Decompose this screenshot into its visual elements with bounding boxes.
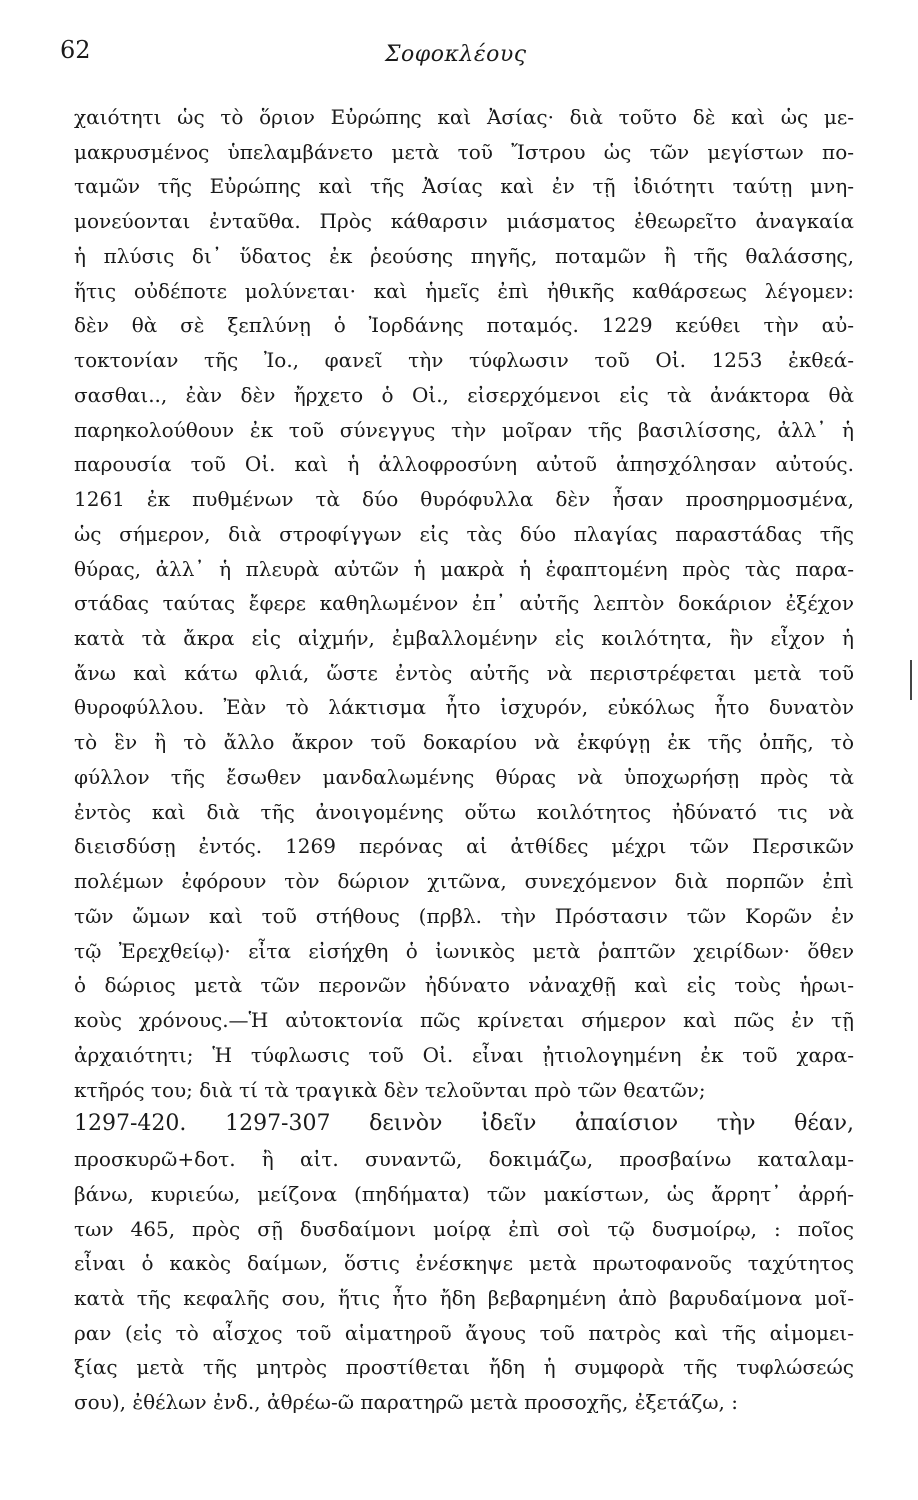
text-line: ἡ πλύσις δι᾿ ὕδατος ἐκ ῥεούσης πηγῆς, ποταμῶν ἢ τῆς θαλάσσης,: [74, 243, 854, 268]
text-line: παρουσία τοῦ Οἰ. καὶ ἡ ἀλλοφροσύνη αὐτοῦ ἀπησχόλησαν αὐτούς.: [74, 452, 854, 477]
text-line: ραν (εἰς τὸ αἶσχος τοῦ αἱματηροῦ ἄγους τοῦ πατρὸς καὶ τῆς αἱμομει-: [74, 1320, 854, 1345]
text-line: θυροφύλλου. Ἐὰν τὸ λάκτισμα ἦτο ἰσχυρόν, εὐκόλως ἦτο δυνατὸν: [74, 695, 854, 720]
text-line: φύλλον τῆς ἔσωθεν μανδαλωμένης θύρας νὰ ὑποχωρήσῃ πρὸς τὰ: [74, 764, 854, 789]
text-line: τῷ Ἐρεχθείῳ)· εἶτα εἰσήχθη ὁ ἰωνικὸς μετὰ ῥαπτῶν χειρίδων· ὅθεν: [74, 938, 854, 963]
text-line: εἶναι ὁ κακὸς δαίμων, ὅστις ἐνέσκηψε μετὰ πρωτοφανοῦς ταχύτητος: [74, 1251, 854, 1276]
text-line: κτῆρός του; διὰ τί τὰ τραγικὰ δὲν τελοῦνται πρὸ τῶν θεατῶν;: [74, 1077, 706, 1102]
text-line: δὲν θὰ σὲ ξεπλύνῃ ὁ Ἰορδάνης ποταμός. 1229 κεύθει τὴν αὐ-: [74, 313, 854, 338]
text-line: σου), ἐθέλων ἐνδ., ἀθρέω-ῶ παρατηρῶ μετὰ προσοχῆς, ἐξετάζω, :: [74, 1390, 739, 1415]
text-line: βάνω, κυριεύω, μείζονα (πηδήματα) τῶν μακίστων, ὡς ἄρρητ᾿ ἀρρή-: [74, 1181, 854, 1206]
text-line: ταμῶν τῆς Εὐρώπης καὶ τῆς Ἀσίας καὶ ἐν τῇ ἰδιότητι ταύτῃ μνη-: [74, 174, 854, 199]
text-line: τῶν ὤμων καὶ τοῦ στήθους (πρβλ. τὴν Πρόστασιν τῶν Κορῶν ἐν: [74, 903, 854, 928]
text-line: τὸ ἓν ἢ τὸ ἄλλο ἄκρον τοῦ δοκαρίου νὰ ἐκφύγῃ ἐκ τῆς ὀπῆς, τὸ: [74, 730, 854, 755]
text-line: κατὰ τὰ ἄκρα εἰς αἰχμήν, ἐμβαλλομένην εἰς κοιλότητα, ἣν εἶχον ἡ: [74, 626, 854, 651]
text-line: μακρυσμένος ὑπελαμβάνετο μετὰ τοῦ Ἴστρου ὡς τῶν μεγίστων πο-: [74, 139, 854, 164]
text-line: ἄνω καὶ κάτω φλιά, ὥστε ἐντὸς αὐτῆς νὰ περιστρέφεται μετὰ τοῦ: [74, 660, 854, 685]
text-line: ὁ δώριος μετὰ τῶν περονῶν ἠδύνατο νἀναχθῇ καὶ εἰς τοὺς ἡρωι-: [74, 973, 854, 998]
text-line: στάδας ταύτας ἔφερε καθηλωμένον ἐπ᾿ αὐτῆς λεπτὸν δοκάριον ἐξέχον: [74, 591, 854, 616]
section-heading-line: 1297-420. 1297-307 δεινὸν ἰδεῖν ἀπαίσιον τὴν θέαν,: [74, 1111, 854, 1137]
text-line: προσκυρῶ+δοτ. ἢ αἰτ. συναντῶ, δοκιμάζω, προσβαίνω καταλαμ-: [74, 1147, 854, 1172]
text-line: χαιότητι ὡς τὸ ὅριον Εὐρώπης καὶ Ἀσίας· διὰ τοῦτο δὲ καὶ ὡς με-: [74, 105, 854, 129]
text-line: διεισδύσῃ ἐντός. 1269 περόνας αἱ ἀτθίδες μέχρι τῶν Περσικῶν: [74, 834, 854, 859]
text-line: τοκτονίαν τῆς Ἰο., φανεῖ τὴν τύφλωσιν τοῦ Οἰ. 1253 ἐκθεά-: [74, 348, 854, 373]
text-line: σασθαι.., ἐὰν δὲν ἤρχετο ὁ Οἰ., εἰσερχόμενοι εἰς τὰ ἀνάκτορα θὰ: [74, 382, 854, 407]
text-line: 1261 ἐκ πυθμένων τὰ δύο θυρόφυλλα δὲν ἦσαν προσηρμοσμένα,: [74, 487, 854, 512]
text-line: ἀρχαιότητι; Ἡ τύφλωσις τοῦ Οἰ. εἶναι ᾐτιολογημένη ἐκ τοῦ χαρα-: [74, 1042, 854, 1067]
text-line: πολέμων ἐφόρουν τὸν δώριον χιτῶνα, συνεχόμενον διὰ πορπῶν ἐπὶ: [74, 869, 854, 894]
text-line: κοὺς χρόνους.—Ἡ αὐτοκτονία πῶς κρίνεται σήμερον καὶ πῶς ἐν τῇ: [74, 1008, 854, 1033]
text-line: κατὰ τῆς κεφαλῆς σου, ἥτις ἦτο ἤδη βεβαρημένη ἀπὸ βαρυδαίμονα μοῖ-: [74, 1285, 854, 1310]
margin-mark: [910, 660, 912, 700]
text-line: ξίας μετὰ τῆς μητρὸς προστίθεται ἤδη ἡ συμφορὰ τῆς τυφλώσεώς: [74, 1355, 854, 1380]
text-line: μονεύονται ἐνταῦθα. Πρὸς κάθαρσιν μιάσματος ἐθεωρεῖτο ἀναγκαία: [74, 209, 854, 234]
commentary-text: [74, 100, 854, 1420]
text-line: παρηκολούθουν ἐκ τοῦ σύνεγγυς τὴν μοῖραν τῆς βασιλίσσης, ἀλλ᾿ ἡ: [74, 417, 854, 442]
running-head: Σοφοκλέους: [385, 42, 527, 67]
page-number: 62: [60, 36, 91, 64]
text-line: θύρας, ἀλλ᾿ ἡ πλευρὰ αὐτῶν ἡ μακρὰ ἡ ἐφαπτομένη πρὸς τὰς παρα-: [74, 556, 854, 581]
text-line: των 465, πρὸς σῇ δυσδαίμονι μοίρᾳ ἐπὶ σοὶ τῷ δυσμοίρῳ, : ποῖος: [74, 1216, 854, 1241]
text-line: ὡς σήμερον, διὰ στροφίγγων εἰς τὰς δύο πλαγίας παραστάδας τῆς: [74, 521, 854, 546]
text-line: ἐντὸς καὶ διὰ τῆς ἀνοιγομένης οὕτω κοιλότητος ἠδύνατό τις νὰ: [74, 799, 854, 824]
text-line: ἥτις οὐδέποτε μολύνεται· καὶ ἡμεῖς ἐπὶ ἠθικῆς καθάρσεως λέγομεν:: [74, 278, 854, 303]
